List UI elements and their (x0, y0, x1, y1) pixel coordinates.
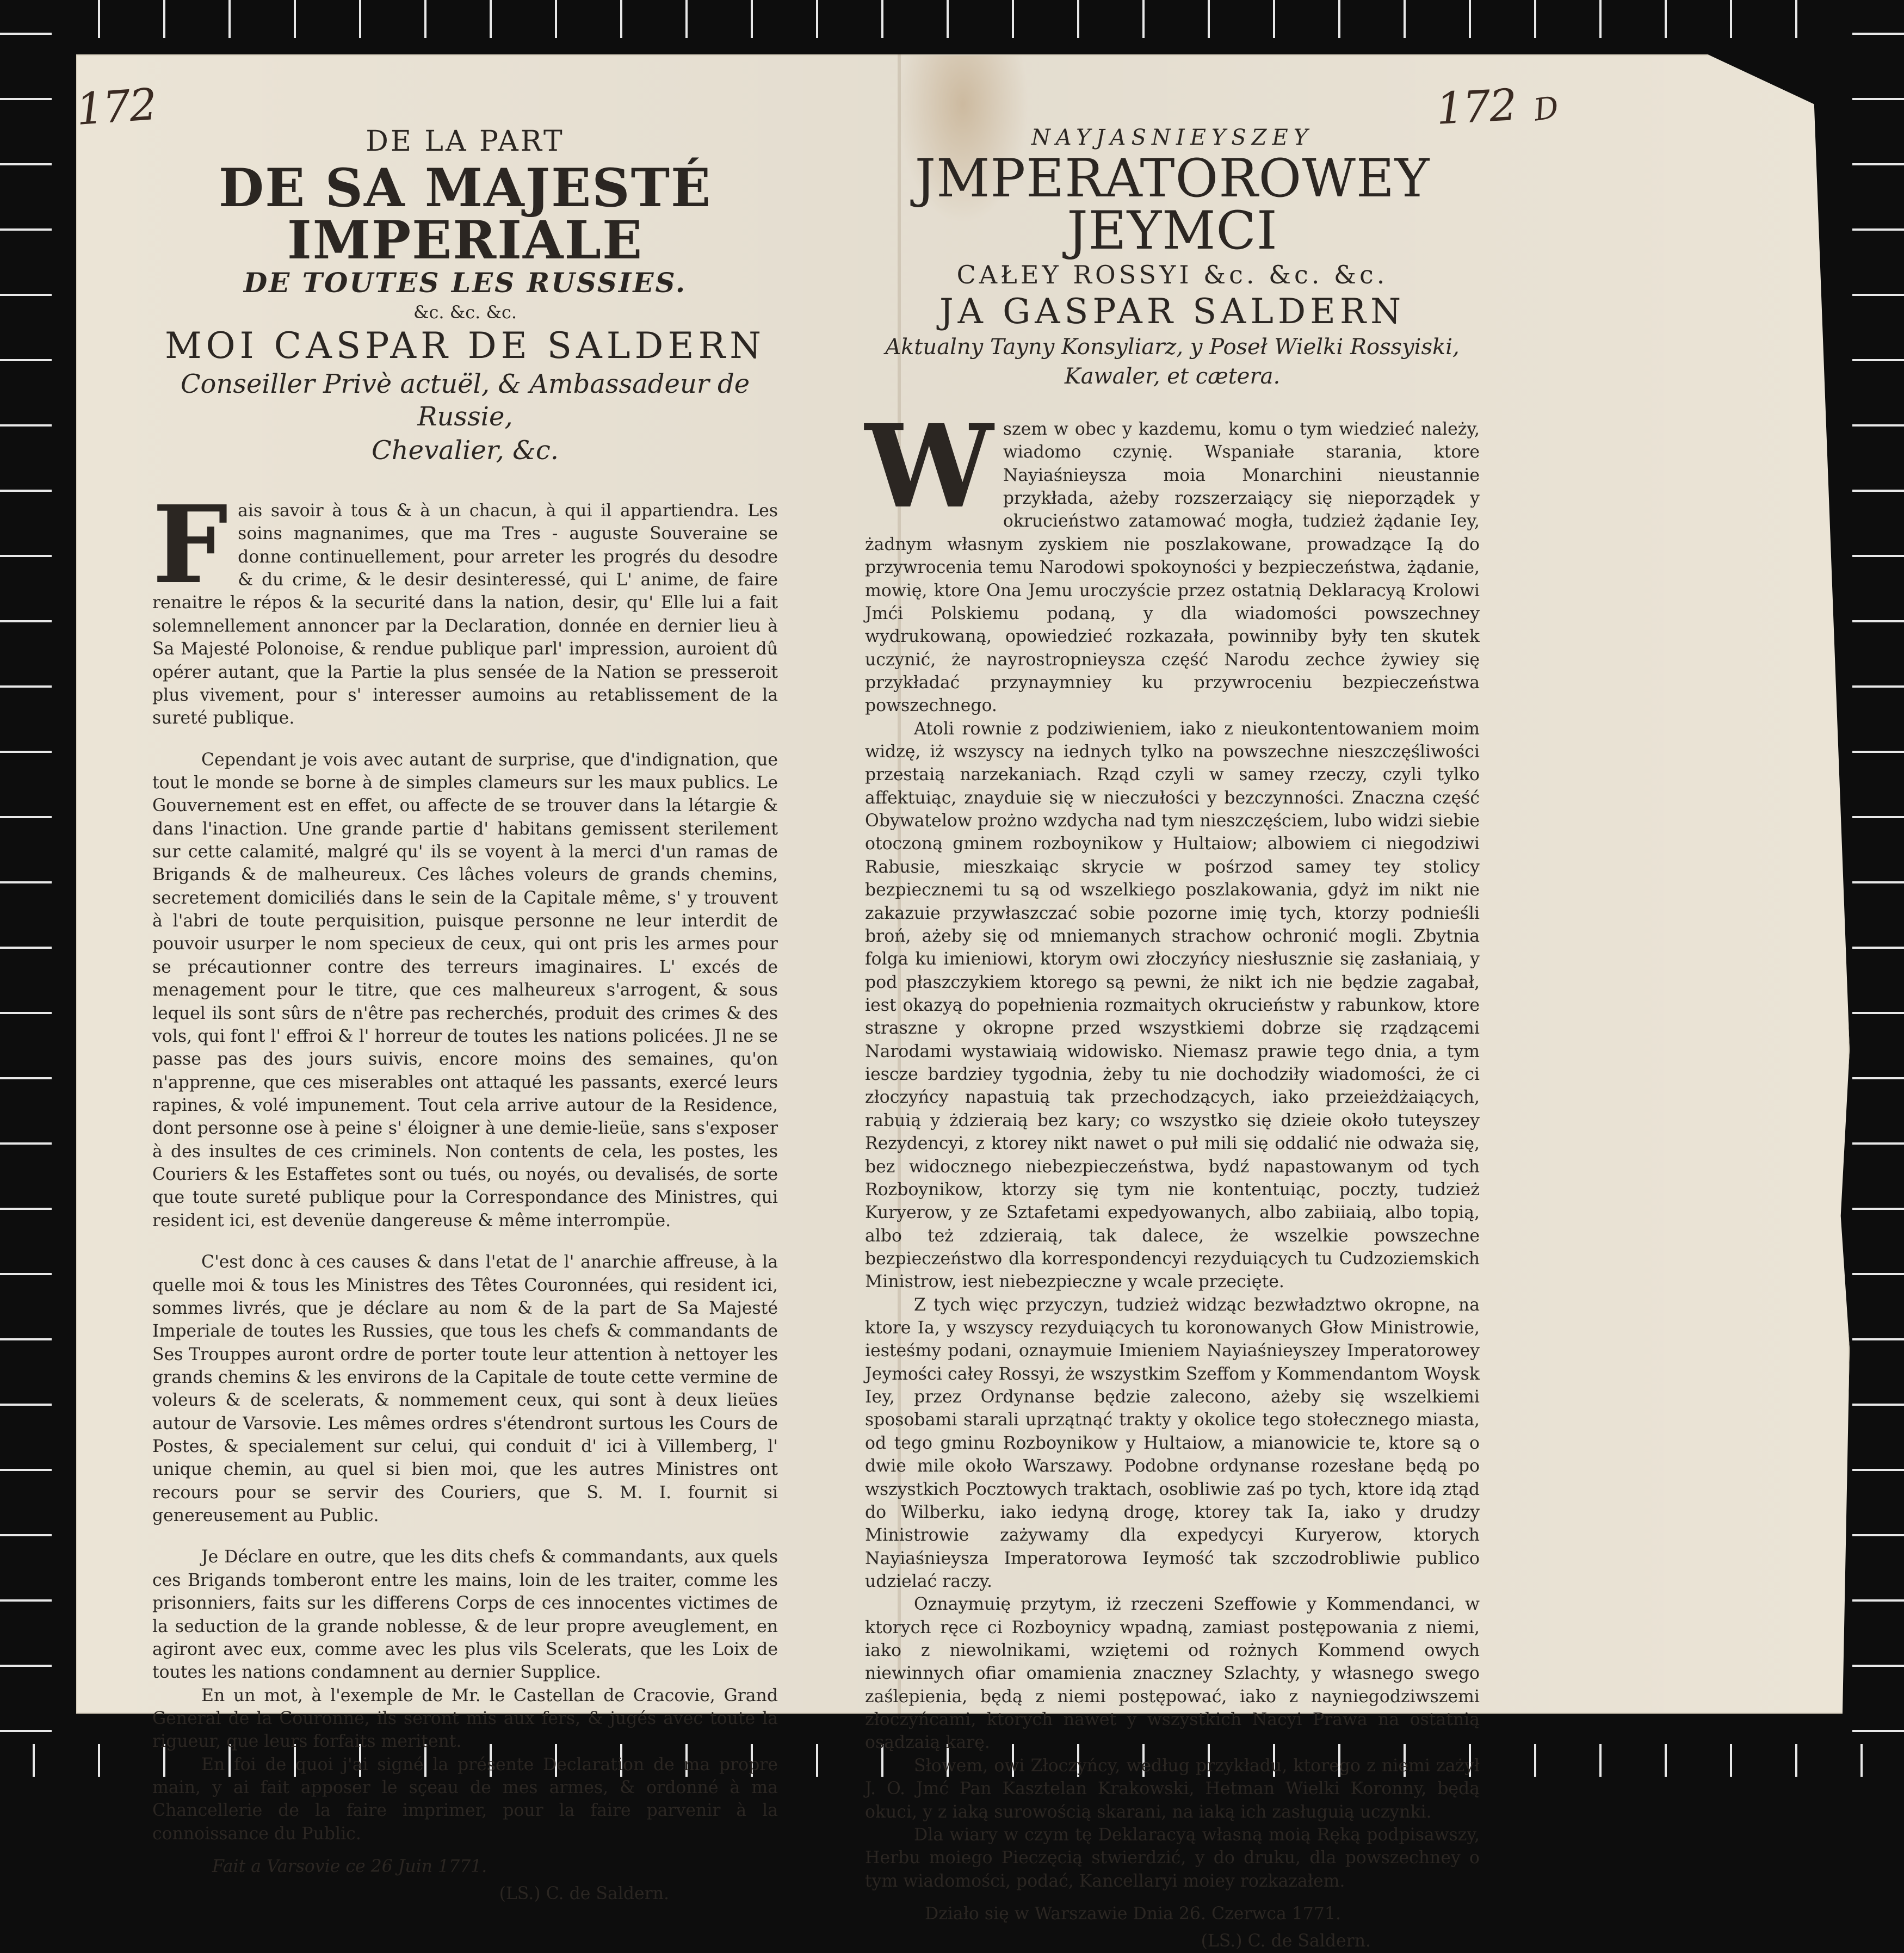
french-paragraph-text: ais savoir à tous & à un chacun, à qui il appartiendra. Les soins magnanimes, que ma Tres - auguste Souveraine se donne continuellement, pour arreter les progrés du desodre & du crime, & le desir desinteressé, qui L' anime, de faire renaitre le répos & la securité dans la nation, desir, qu' Elle lui a fait solemnellement annoncer par la Declaration, donnée en dernier lieu à Sa Majesté Polonoise, & rendue publique parl' impression, auroient dû opérer autant, que la Partie la plus sensée de la Nation se presseroit plus vivement, pour s' interesser aumoins au retablissement de la sureté publique. (152, 501, 778, 728)
polish-header-line2: JMPERATOROWEY JEYMCI (914, 148, 1430, 261)
french-paragraph-1 (152, 483, 778, 730)
polish-paragraph-2: Atoli rownie z podziwieniem, iako z nieukontentowaniem moim widzę, iż wszyscy na iednych tylko na powszechne nieszczęśliwości przestaią narzekaniach. Rząd czyli w samey rzeczy, czyli tylko affektuiąc, znayduie się w nieczułości y bezczynności. Znaczna część Obywatelow prożno wzdycha nad tym nieszczęściem, lubo widzi siebie otoczoną gminem rozboynikow y Hultaiow; albowiem ci niegodziwi Rabusie, mieszkaiąc skrycie w pośrzod samey tey stolicy bezpiecznemi tu są od wszelkiego poszlakowania, gdyż im nikt nie zakazuie przywłaszczać sobie pozorne imię tych, ktorzy podnieśli broń, ażeby się od mniemanych strachow ochronić mogli. Zbytnia folga ku imieniowi, ktorym owi złoczyńcy niesłusznie się zasłaniaią, y pod płaszczykiem ktorego są pewni, że nikt ich nie będzie zagabał, iest okazyą do popełnienia rozmaitych okrucieństw y rabunkow, ktore straszne y okropne przed wszystkiemi dobrze się rządzącemi Narodami wystawiaią widowisko. Niemasz prawie tego dnia, a tym iescze bardziey tygodnia, żeby tu nie dochodziły wiadomości, że ci złoczyńcy napastuią tak przechodzących, iako przeieżdżaiących, rabuią y żdzieraią bez kary; co wszystko się dzieie około tuteyszey Rezydencyi, z ktorey nikt nawet o puł mili się oddalić nie odważa się, bez widocznego niebezpieczeństwa, bydź napastowanym od tych Rozboynikow, ktorzy się tym nie kontentuiąc, poczty, tudzież Kuryerow, y ze Sztafetami expedyowanych, albo zabiiaią, albo topią, albo też zdzieraią, tak dalece, że wszelkie powszechne bezpieczeństwo dla korrespondencyi rezyduiących tu Cudzoziemskich Ministrow, iest niebezpieczne y wcale przecięte. (865, 719, 1480, 1292)
polish-dropcap: W (865, 399, 993, 534)
french-dated: Fait a Varsovie ce 26 Juin 1771. (212, 1857, 487, 1877)
french-header (152, 125, 778, 467)
french-header-name: MOI CASPAR DE SALDERN (164, 325, 766, 367)
polish-dated: Działo się w Warszawie Dnia 26. Czerwca 1771. (925, 1904, 1341, 1924)
polish-header-line1: NAYJASNIEYSZEY (1031, 125, 1314, 150)
polish-paragraph-6: Dla wiary w czym tę Deklaracyą własną moią Ręką podpisawszy, Herbu moiego Pieczęcią stwierdzić, y do druku, dla powszechney o tym wiadomości, podać, Kancellaryi moiey rozkazałem. (865, 1825, 1480, 1891)
french-header-title2: Chevalier, &c. (372, 435, 559, 466)
french-header-line2: DE SA MAJESTÉ IMPERIALE (218, 157, 712, 271)
french-signature: (LS.) C. de Saldern. (499, 1884, 669, 1904)
french-header-title1: Conseiller Privè actuël, & Ambassadeur de Russie, (180, 369, 750, 432)
scan-ruler-left (0, 0, 52, 1777)
polish-paragraph-text: szem w obec y kazdemu, komu o tym wiedzieć należy, wiadomo czynię. Wspaniałe starania, ktore Nayiaśnieysza moia Monarchini nieustannie przykłada, ażeby rozszerzaiący się nieporządek y okrucieństwo zatamować mogła, tudzież żądanie Iey, żadnym własnym zyskiem nie poszlakowane, prowadzące Ią do przywrocenia temu Narodowi spokoyności y bezpieczeństwa, żądanie, mowię, ktore Ona Jemu uroczyście przez ostatnią Deklaracyą Krolowi Jmći Polskiemu podaną, y dla wiadomości powszechney wydrukowaną, opowiedzieć rozkazała, powinniby były ten skutek uczynić, że nayrostropnieysza część Narodu zechce żywiey się przykładać przynaymniey ku przywroceniu bezpieczeństwa powszechnego. (865, 419, 1480, 716)
polish-paragraph-5: Słowem, owi Złoczyńcy, według przykładu, ktorego z niemi zażył J. O. Jmć Pan Kasztelan Krakowski, Hetman Wielki Koronny, będą okuci, y z iaką surowością skarani, na iaką ich zasługuią uczynki. (865, 1756, 1480, 1822)
polish-header-line3: CAŁEY ROSSYI &c. &c. &c. (956, 260, 1388, 289)
french-paragraph-3: C'est donc à ces causes & dans l'etat de l' anarchie affreuse, à la quelle moi & tous les Ministres des Têtes Couronnées, qui resident ici, sommes livrés, que je déclare au nom & de la part de Sa Majesté Imperiale de toutes les Russies, que tous les chefs & commandants de Ses Trouppes auront ordre de porter toute leur attention à nettoyer les grands chemins & les environs de la Capitale de toute cette vermine de voleurs & de scelerats, & nommement ceux, qui sont à deux lieües autour de Varsovie. Les mêmes ordres s'étendront surtous les Cours de Postes, & specialement sur celui, qui conduit d' ici à Villemberg, l' unique chemin, au quel si bien moi, que les autres Ministres ont recours pour se servir des Couriers, que S. M. I. fournit si genereusement au Public. (152, 1252, 778, 1526)
manuscript-suffix: D (1531, 90, 1560, 128)
french-paragraph-2: Cependant je vois avec autant de surprise, que d'indignation, que tout le monde se borne à de simples clameurs sur les maux publics. Le Gouvernement est en effet, ou affecte de se trouver dans la létargie & dans l'inaction. Une grande partie d' habitans gemissent sterilement sur cette calamité, malgré qu' ils se voyent à la merci d'un ramas de Brigands & de malheureux. Ces lâches voleurs de grands chemins, secretement domiciliés dans le sein de la Capitale même, s' y trouvent à l'abri de toute perquisition, puisque personne ne leur interdit de pouvoir usurper le nom specieux de ceux, qui ont pris les armes pour se précautionner contre des terreurs imaginaires. L' excés de menagement pour le titre, que ces malheureux s'arrogent, & sous lequel ils sont sûrs de n'être pas recherchés, produit des crimes & des vols, qui font l' effroi & l' horreur de toutes les nations policées. Jl ne se passe pas des jours suivis, encore moins des semaines, qu'on n'apprenne, que ces miserables ont attaqué les passants, exercé leurs rapines, & volé impunement. Tout cela arrive autour de la Residence, dont personne ose à peine s' éloigner à une demie-lieüe, sans s'exposer à des insultes de ces criminels. Non contents de cela, les postes, les Couriers & les Estaffetes sont ou tués, ou noyés, ou devalisés, de sorte que toute sureté publique pour la Correspondance des Ministres, qui resident ici, est devenüe dangereuse & même interrompüe. (152, 750, 778, 1231)
french-body (152, 483, 778, 1906)
polish-header-title1: Aktualny Tayny Konsyliarz, y Poseł Wielki Rossyiski, (885, 335, 1460, 360)
scan-ruler-right (1852, 0, 1904, 1777)
french-paragraph-5: En un mot, à l'exemple de Mr. le Castellan de Cracovie, Grand General de la Couronne, ils seront mis aux fers, & jugés avec toute la rigueur, que leurs forfaits meritent. (152, 1685, 778, 1752)
polish-body (865, 399, 1480, 1953)
french-dropcap: F (152, 483, 228, 608)
polish-paragraph-4: Oznaymuię przytym, iż rzeczeni Szeffowie y Kommendanci, w ktorych ręce ci Rozboynicy wpadną, zamiast postępowania z niemi, iako z niewolnikami, wziętemi od rożnych Kommend owych niewinnych ofiar omamienia znaczney Szlachty, y własnego swego zaślepienia, będą z niemi postępować, iako z nayniegodziwszemi złoczyńcami, ktorych nawet y wszystkich Nacyi Prawa na ostatnią osądzaią karę. (865, 1594, 1480, 1753)
polish-column (865, 125, 1480, 1953)
polish-header-title2: Kawaler, et cætera. (1064, 364, 1281, 389)
french-header-etc: &c. &c. &c. (413, 302, 517, 323)
french-header-line3: DE TOUTES LES RUSSIES. (243, 267, 687, 299)
polish-signature: (LS.) C. de Saldern. (1201, 1931, 1371, 1951)
scan-ruler-top (0, 0, 1904, 38)
manuscript-number-right: 172 (1435, 79, 1518, 134)
manuscript-number-left: 172 (74, 78, 158, 135)
polish-header-name: JA GASPAR SALDERN (939, 292, 1406, 332)
polish-header (865, 125, 1480, 391)
polish-paragraph-1 (865, 399, 1480, 718)
french-paragraph-6: En foi de quoi j'ai signé la présente Declaration de ma propre main, y ai fait apposer le sçeau de mes armes, & ordonné à ma Chancellerie de la faire imprimer, pour la faire parvenir à la connoissance du Public. (152, 1754, 778, 1844)
polish-paragraph-3: Z tych więc przyczyn, tudzież widząc bezwładztwo okropne, na ktore Ia, y wszyscy rezyduiących tu koronowanych Głow Ministrowie, iesteśmy podani, oznaymuie Imieniem Nayiaśnieyszey Imperatorowey Jeymości całey Rossyi, że wszystkim Szeffom y Kommendantom Woysk Iey, przez Ordynanse będzie zalecono, ażeby się wszelkiemi sposobami starali uprzątnąć trakty y okolice tego stołecznego miasta, od tego gminu Rozboynikow y Hultaiow, a mianowicie te, ktore są o dwie mile około Warszawy. Podobne ordynanse rozesłane będą po wszystkich Pocztowych traktach, osobliwie zaś po tych, ktore idą ztąd do Wilberku, iako iedyną drogę, ktorey tak Ia, iako y drudzy Ministrowie zażywamy dla expedycyi Kuryerow, ktorych Nayiaśnieysza Imperatorowa Ieymość tak szczodrobliwie publico udzielać raczy. (865, 1295, 1480, 1591)
french-paragraph-4: Je Déclare en outre, que les dits chefs & commandants, aux quels ces Brigands tomberont entre les mains, loin de les traiter, comme les prisonniers, faits sur les differens Corps de ces innocentes victimes de la seduction de la grande noblesse, & de leur propre aveuglement, en agiront avec eux, comme avec les plus vils Scelerats, que les Loix de toutes les nations condamnent au dernier Supplice. (152, 1547, 778, 1683)
french-column (152, 125, 778, 1906)
french-header-line1: DE LA PART (366, 125, 565, 158)
